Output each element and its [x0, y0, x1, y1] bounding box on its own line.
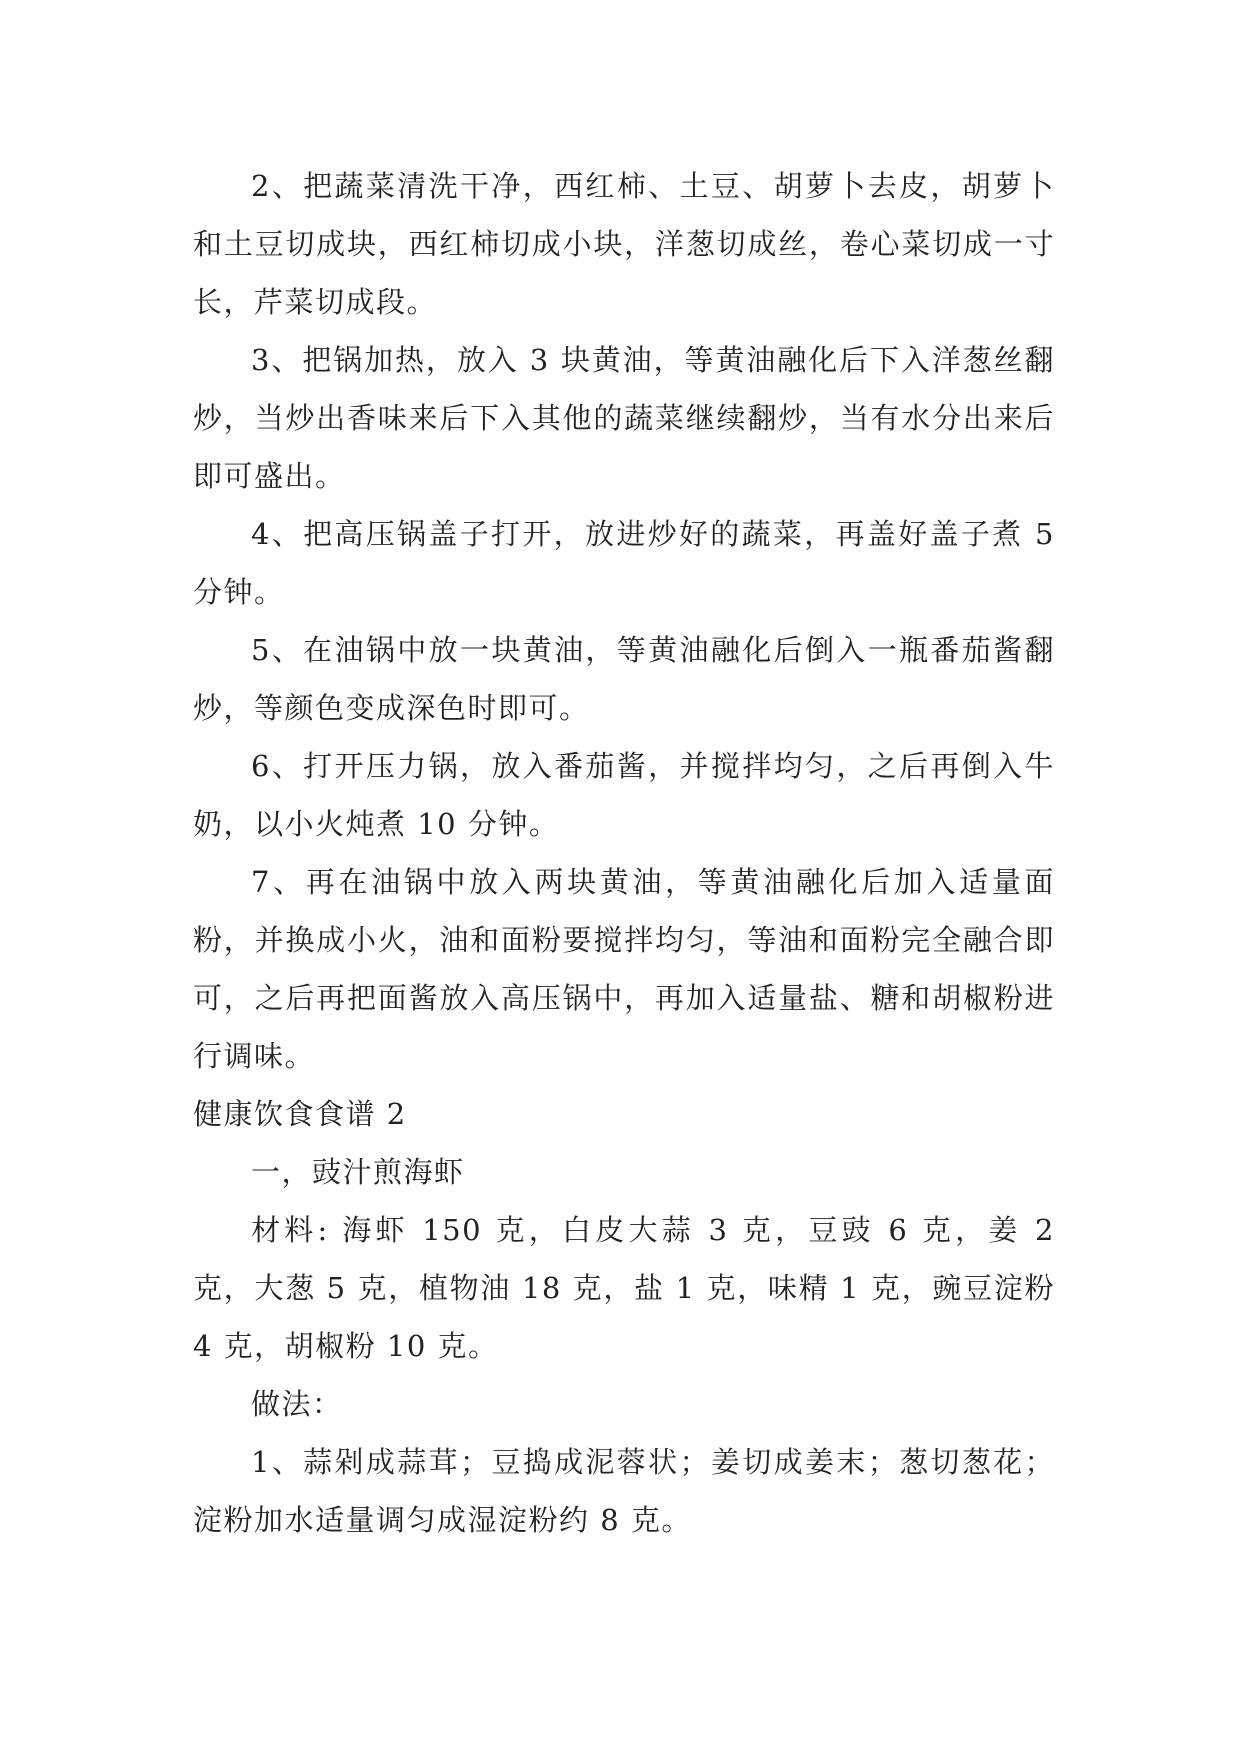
section-title: 健康饮食食谱 2	[193, 1097, 407, 1131]
step-5-paragraph: 5、在油锅中放一块黄油，等黄油融化后倒入一瓶番茄酱翻炒，等颜色变成深色时即可。	[193, 633, 1055, 725]
materials-paragraph: 材料: 海虾 150 克，白皮大蒜 3 克，豆豉 6 克，姜 2 克，大葱 5 克，植物油 18 克，盐 1 克，味精 1 克，豌豆淀粉 4 克，胡椒粉 10 克。	[193, 1213, 1055, 1363]
dish-title: 一，豉汁煎海虾	[251, 1155, 465, 1189]
step-7-paragraph: 7、再在油锅中放入两块黄油，等黄油融化后加入适量面粉，并换成小火，油和面粉要搅拌均匀，等油和面粉完全融合即可，之后再把面酱放入高压锅中，再加入适量盐、糖和胡椒粉进行调味。	[193, 865, 1055, 1073]
method-step-1-paragraph: 1、蒜剁成蒜茸；豆捣成泥蓉状；姜切成姜末；葱切葱花；淀粉加水适量调匀成湿淀粉约 8 克。	[193, 1445, 1055, 1537]
step-3-paragraph: 3、把锅加热，放入 3 块黄油，等黄油融化后下入洋葱丝翻炒，当炒出香味来后下入其他的蔬菜继续翻炒，当有水分出来后即可盛出。	[193, 343, 1055, 493]
method-label: 做法：	[251, 1387, 343, 1421]
document-body	[193, 157, 1055, 1549]
step-2-paragraph: 2、把蔬菜清洗干净，西红柿、土豆、胡萝卜去皮，胡萝卜和土豆切成块，西红柿切成小块，洋葱切成丝，卷心菜切成一寸长，芹菜切成段。	[193, 169, 1055, 319]
step-4-paragraph: 4、把高压锅盖子打开，放进炒好的蔬菜，再盖好盖子煮 5 分钟。	[193, 517, 1055, 609]
step-6-paragraph: 6、打开压力锅，放入番茄酱，并搅拌均匀，之后再倒入牛奶，以小火炖煮 10 分钟。	[193, 749, 1055, 841]
